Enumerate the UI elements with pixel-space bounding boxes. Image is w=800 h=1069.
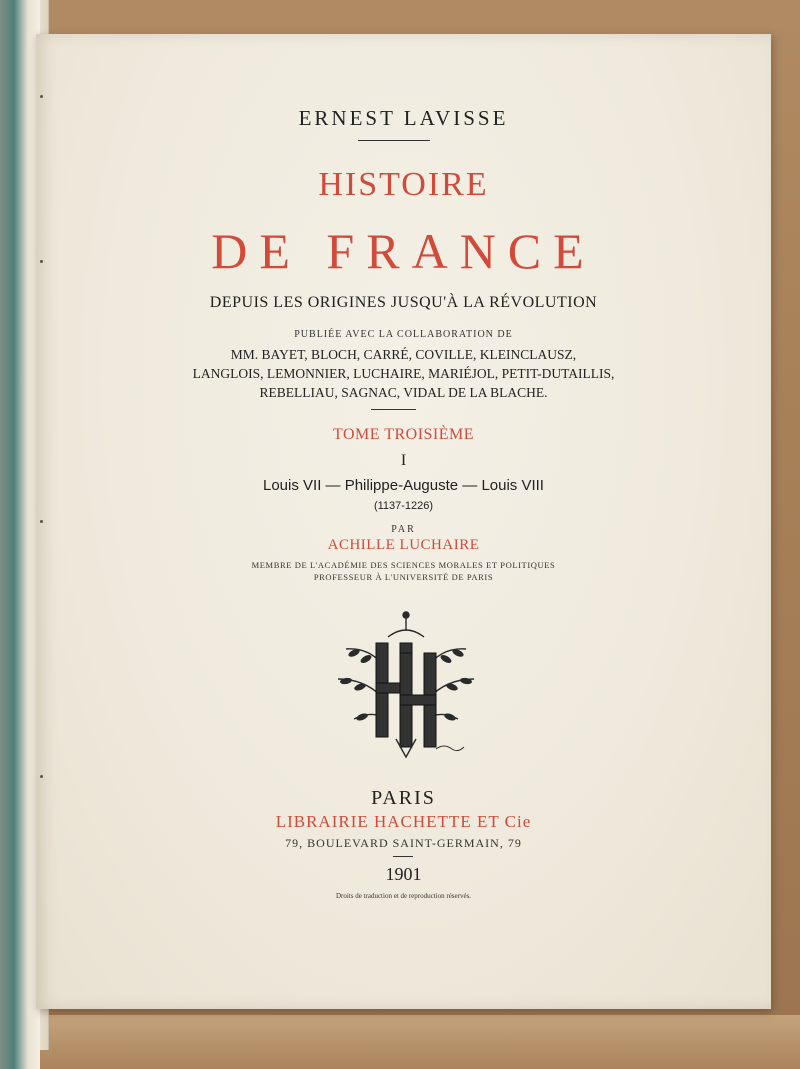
author-name: ERNEST LAVISSE bbox=[298, 106, 509, 130]
volume-author: ACHILLE LUCHAIRE bbox=[327, 537, 480, 553]
title-line-1: HISTOIRE bbox=[318, 166, 489, 203]
rights-notice: Droits de traduction et de reproduction réservés. bbox=[335, 892, 472, 900]
publisher-address: 79, BOULEVARD SAINT-GERMAIN, 79 bbox=[285, 836, 522, 850]
tome-part: I bbox=[400, 452, 407, 469]
publication-year: 1901 bbox=[385, 864, 422, 884]
subtitle: DEPUIS LES ORIGINES JUSQU'À LA RÉVOLUTION bbox=[209, 294, 598, 311]
title-line-2: DE FRANCE bbox=[211, 223, 596, 279]
book-binding bbox=[0, 0, 40, 1069]
publication-city: PARIS bbox=[371, 787, 436, 809]
author-affiliation: PROFESSEUR À L'UNIVERSITÉ DE PARIS bbox=[313, 572, 494, 582]
hh-monogram-emblem-icon bbox=[326, 609, 486, 759]
binding-thread bbox=[40, 520, 43, 523]
collaborators-line: REBELLIAU, SAGNAC, VIDAL DE LA BLACHE. bbox=[259, 385, 548, 400]
binding-thread bbox=[40, 95, 43, 98]
divider bbox=[393, 856, 413, 857]
date-range: (1137-1226) bbox=[373, 500, 434, 512]
binding-thread bbox=[40, 775, 43, 778]
tome-label: TOME TROISIÈME bbox=[332, 426, 475, 443]
divider bbox=[358, 140, 430, 141]
collaborators-line: MM. BAYET, BLOCH, CARRÉ, COVILLE, KLEINCLAUSZ, bbox=[230, 347, 577, 362]
collaborators-line: LANGLOIS, LEMONNIER, LUCHAIRE, MARIÉJOL, PETIT-DUTAILLIS, bbox=[192, 366, 615, 381]
collaboration-intro: PUBLIÉE AVEC LA COLLABORATION DE bbox=[294, 329, 513, 340]
binding-thread bbox=[40, 260, 43, 263]
book-cover-edge bbox=[0, 1015, 800, 1069]
author-affiliation: MEMBRE DE L'ACADÉMIE DES SCIENCES MORALES ET POLITIQUES bbox=[251, 560, 556, 570]
by-label: PAR bbox=[391, 524, 416, 535]
publisher-name: LIBRAIRIE HACHETTE ET Cie bbox=[275, 812, 532, 831]
divider bbox=[371, 409, 416, 410]
title-page bbox=[36, 34, 771, 1009]
reigns-title: Louis VII — Philippe-Auguste — Louis VIII bbox=[263, 477, 544, 494]
